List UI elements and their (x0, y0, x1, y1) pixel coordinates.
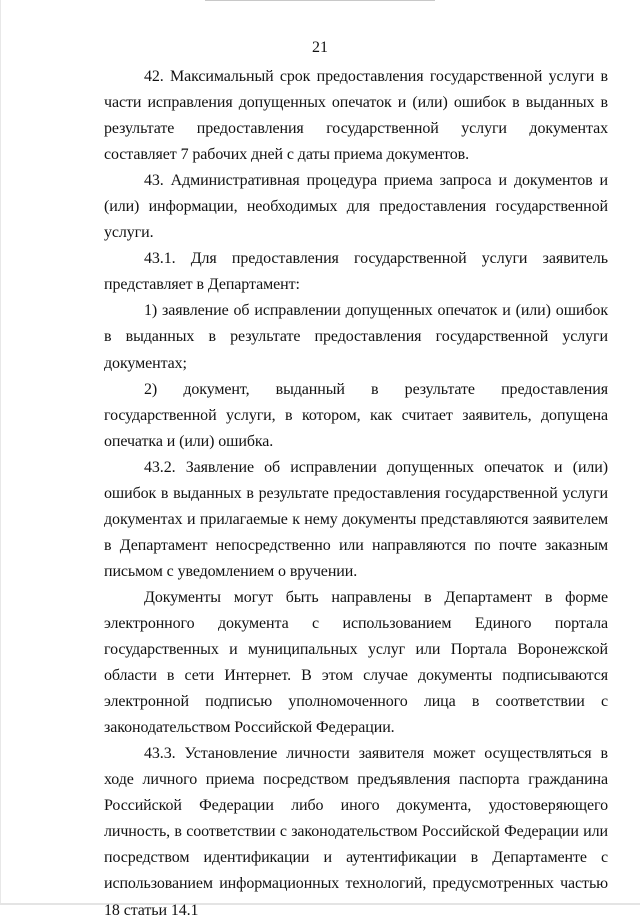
document-body (104, 64, 608, 924)
paragraph-42: 42. Максимальный срок предоставления государственной услуги в части исправления допущенных опечаток и (или) ошибок в выданных в результате предоставления государственной услуги документах составляет 7 рабочих дней с даты приема документов. (104, 68, 608, 164)
paragraph-electronic-documents: Документы могут быть направлены в Департамент в форме электронного документа с использованием Единого портала государственных и муниципальных услуг или Портала Воронежской области в сети Интернет. В этом случае документы подписываются электронной подписью уполномоченного лица в соответствии с законодательством Российской Федерации. (104, 588, 608, 737)
list-item-2: 2) документ, выданный в результате предоставления государственной услуги, в котором, как считает заявитель, допущена опечатка и (или) ошибка. (104, 380, 608, 450)
paragraph-43-1: 43.1. Для предоставления государственной услуги заявитель представляет в Департамент: (104, 250, 608, 294)
paragraph-43-3: 43.3. Установление личности заявителя может осуществляться в ходе личного приема посредством предъявления паспорта гражданина Российской Федерации либо иного документа, удостоверяющего личность, в соответствии с законодательством Российской Федерации или посредством идентификации и аутентификации в Департаменте с использованием информационных технологий, предусмотренных частью 18 статьи 14.1 (104, 745, 608, 919)
scan-edge-top (205, 0, 435, 1)
paragraph-43-2: 43.2. Заявление об исправлении допущенных опечаток и (или) ошибок в выданных в результате предоставления государственной услуги документах и прилагаемые к нему документы представляются заявителем в Департамент непосредственно или направляются по почте заказным письмом с уведомлением о вручении. (104, 458, 608, 580)
paragraph-43: 43. Административная процедура приема запроса и документов и (или) информации, необходимых для предоставления государственной услуги. (104, 172, 608, 242)
list-item-1: 1) заявление об исправлении допущенных опечаток и (или) ошибок в выданных в результате предоставления государственной услуги документах; (104, 302, 608, 372)
page-number: 21 (312, 39, 328, 56)
scan-edge-left (0, 0, 1, 905)
